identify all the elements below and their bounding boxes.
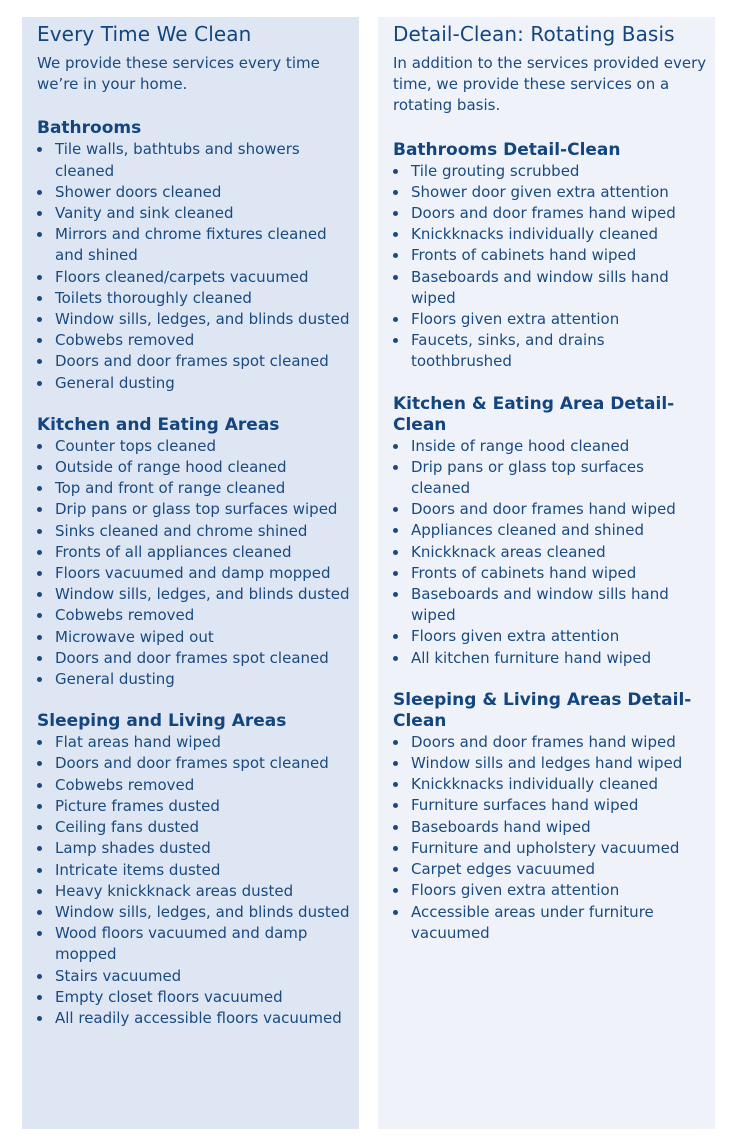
detail-clean-column — [378, 17, 715, 1129]
service-list — [37, 732, 351, 1029]
list-item: Picture frames dusted — [37, 796, 351, 817]
list-item: Window sills and ledges hand wiped — [393, 753, 707, 774]
list-item: Knickknack areas cleaned — [393, 542, 707, 563]
list-item: Heavy knickknack areas dusted — [37, 881, 351, 902]
list-item: Toilets thoroughly cleaned — [37, 288, 351, 309]
list-item: General dusting — [37, 669, 351, 690]
list-item: Flat areas hand wiped — [37, 732, 351, 753]
list-item: Floors given extra attention — [393, 880, 707, 901]
list-item: Floors vacuumed and damp mopped — [37, 563, 351, 584]
list-item: Top and front of range cleaned — [37, 478, 351, 499]
list-item: Baseboards hand wiped — [393, 817, 707, 838]
list-item: Microwave wiped out — [37, 627, 351, 648]
list-item: Empty closet floors vacuumed — [37, 987, 351, 1008]
service-list — [37, 436, 351, 690]
list-item: Outside of range hood cleaned — [37, 457, 351, 478]
sleeping-living-section — [37, 711, 351, 1029]
list-item: Baseboards and window sills hand wiped — [393, 584, 707, 626]
list-item: Counter tops cleaned — [37, 436, 351, 457]
list-item: Furniture and upholstery vacuumed — [393, 838, 707, 859]
list-item: Mirrors and chrome fixtures cleaned and shined — [37, 224, 351, 266]
list-item: Carpet edges vacuumed — [393, 859, 707, 880]
list-item: Accessible areas under furniture vacuumed — [393, 902, 707, 944]
list-item: Fronts of cabinets hand wiped — [393, 245, 707, 266]
section-heading: Kitchen and Eating Areas — [37, 414, 280, 435]
section-heading: Kitchen & Eating Area Detail-Clean — [393, 393, 675, 435]
service-list — [37, 139, 351, 393]
bathrooms-detail-section — [393, 140, 707, 373]
list-item: Doors and door frames spot cleaned — [37, 351, 351, 372]
list-item: Window sills, ledges, and blinds dusted — [37, 309, 351, 330]
list-item: Doors and door frames spot cleaned — [37, 648, 351, 669]
list-item: Drip pans or glass top surfaces wiped — [37, 499, 351, 520]
list-item: Window sills, ledges, and blinds dusted — [37, 584, 351, 605]
list-item: Fronts of cabinets hand wiped — [393, 563, 707, 584]
list-item: Knickknacks individually cleaned — [393, 224, 707, 245]
list-item: Appliances cleaned and shined — [393, 520, 707, 541]
list-item: All kitchen furniture hand wiped — [393, 648, 707, 669]
list-item: Doors and door frames hand wiped — [393, 499, 707, 520]
section-heading: Bathrooms — [37, 118, 142, 139]
list-item: Tile grouting scrubbed — [393, 161, 707, 182]
list-item: Doors and door frames hand wiped — [393, 203, 707, 224]
list-item: Cobwebs removed — [37, 775, 351, 796]
list-item: Doors and door frames spot cleaned — [37, 753, 351, 774]
list-item: Baseboards and window sills hand wiped — [393, 267, 707, 309]
kitchen-detail-section — [393, 394, 707, 669]
list-item: Cobwebs removed — [37, 330, 351, 351]
list-item: Floors cleaned/carpets vacuumed — [37, 267, 351, 288]
section-heading: Sleeping & Living Areas Detail-Clean — [393, 689, 692, 731]
list-item: Furniture surfaces hand wiped — [393, 795, 707, 816]
list-item: Sinks cleaned and chrome shined — [37, 521, 351, 542]
bathrooms-section — [37, 118, 351, 393]
list-item: Window sills, ledges, and blinds dusted — [37, 902, 351, 923]
sleeping-living-detail-section — [393, 690, 707, 944]
detail-clean-intro: In addition to the services provided every time, we provide these services on a rotating basis. — [393, 54, 707, 115]
kitchen-section — [37, 415, 351, 690]
section-heading: Sleeping and Living Areas — [37, 711, 287, 732]
list-item: Knickknacks individually cleaned — [393, 774, 707, 795]
service-list — [393, 436, 707, 669]
list-item: Shower door given extra attention — [393, 182, 707, 203]
section-heading: Bathrooms Detail-Clean — [393, 139, 621, 160]
list-item: Stairs vacuumed — [37, 966, 351, 987]
every-time-column — [22, 17, 359, 1129]
list-item: Doors and door frames hand wiped — [393, 732, 707, 753]
list-item: Wood floors vacuumed and damp mopped — [37, 923, 351, 965]
detail-clean-title: Detail-Clean: Rotating Basis — [393, 22, 675, 46]
list-item: Tile walls, bathtubs and showers cleaned — [37, 139, 351, 181]
list-item: Faucets, sinks, and drains toothbrushed — [393, 330, 707, 372]
list-item: Drip pans or glass top surfaces cleaned — [393, 457, 707, 499]
list-item: All readily accessible floors vacuumed — [37, 1008, 351, 1029]
list-item: Fronts of all appliances cleaned — [37, 542, 351, 563]
service-list — [393, 732, 707, 944]
list-item: Shower doors cleaned — [37, 182, 351, 203]
every-time-title: Every Time We Clean — [37, 22, 252, 46]
list-item: Floors given extra attention — [393, 309, 707, 330]
list-item: Floors given extra attention — [393, 626, 707, 647]
list-item: Cobwebs removed — [37, 605, 351, 626]
list-item: Vanity and sink cleaned — [37, 203, 351, 224]
list-item: Ceiling fans dusted — [37, 817, 351, 838]
list-item: Intricate items dusted — [37, 860, 351, 881]
service-list — [393, 161, 707, 373]
list-item: General dusting — [37, 373, 351, 394]
list-item: Lamp shades dusted — [37, 838, 351, 859]
every-time-intro: We provide these services every time we’re in your home. — [37, 54, 320, 94]
list-item: Inside of range hood cleaned — [393, 436, 707, 457]
